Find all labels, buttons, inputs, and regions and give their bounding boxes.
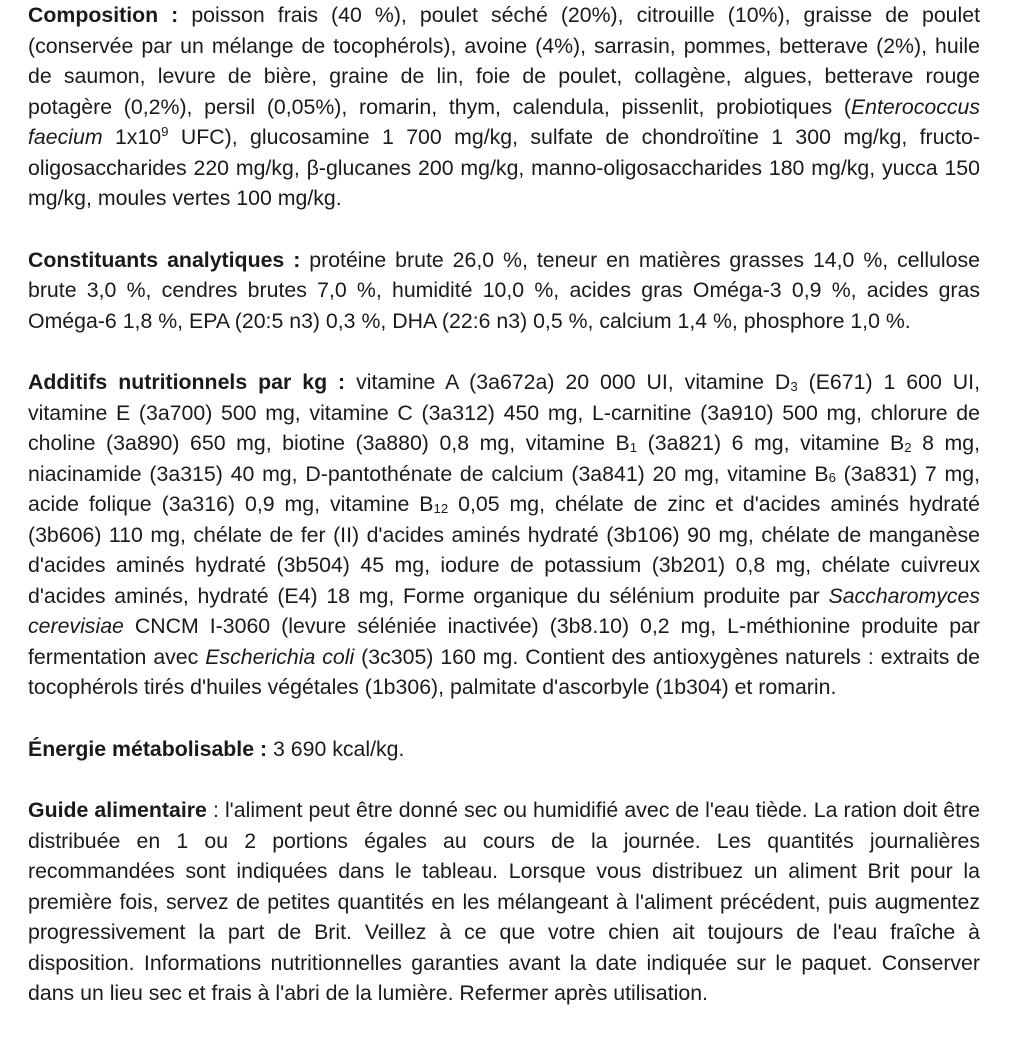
energie-label: Énergie métabolisable : [28, 736, 268, 761]
additifs-sub-b2: 2 [904, 439, 912, 455]
additifs-text-1: vitamine A (3a672a) 20 000 UI, vitamine D [345, 370, 791, 394]
energie-paragraph [28, 734, 980, 765]
composition-text-3: UFC), glucosamine 1 700 mg/kg, sulfate de chondroïtine 1 300 mg/kg, fructo-oligosaccharides 220 mg/kg, β-glucanes 200 mg/kg, manno-oligosaccharides 180 mg/kg, yucca 150 mg/kg, moules vertes 100 mg/kg. [28, 125, 980, 210]
additifs-species-2: Escherichia coli [205, 644, 355, 669]
additifs-label: Additifs nutritionnels par kg : [28, 370, 346, 394]
additifs-sub-b6: 6 [828, 470, 836, 486]
additifs-species-1: Saccharomyces cerevisiae [28, 583, 980, 638]
guide-paragraph [28, 795, 980, 1009]
additifs-text-4: 8 mg, niacinamide (3a315) 40 mg, D-pantothénate de calcium (3a841) 20 mg, vitamine B [28, 431, 981, 486]
guide-text: : l'aliment peut être donné sec ou humidifié avec de l'eau tiède. La ration doit être distribuée en 1 ou 2 portions égales au cours de la journée. Les quantités journalières recommandées sont indiquées dans le tableau. Lorsque vous distribuez un aliment Brit pour la première fois, servez de petites quantités en les mélangeant à l'aliment précédent, puis augmentez progressivement la part de Brit. Veillez à ce que votre chien ait toujours de l'eau fraîche à disposition. Informations nutritionnelles garanties avant la date indiquée sur le paquet. Conserver dans un lieu sec et frais à l'abri de la lumière. Refermer après utilisation. [28, 798, 980, 1005]
additifs-text-5: (3a831) 7 mg, acide folique (3a316) 0,9 mg, vitamine B [28, 461, 980, 516]
additifs-text-3: (3a821) 6 mg, vitamine B [637, 431, 905, 455]
additifs-text-8: (3c305) 160 mg. Contient des antioxygènes naturels : extraits de tocophérols tirés d'huiles végétales (1b306), palmitate d'ascorbyle (1b304) et romarin. [28, 644, 981, 699]
composition-species: Enterococcus faecium [28, 94, 980, 149]
constituants-label: Constituants analytiques : [28, 247, 301, 272]
guide-label: Guide alimentaire [28, 798, 207, 822]
additifs-text-6: 0,05 mg, chélate de zinc et d'acides aminés hydraté (3b606) 110 mg, chélate de fer (II) d'acides aminés hydraté (3b106) 90 mg, chélate de manganèse d'acides aminés hydraté (3b504) 45 mg, iodure de potassium (3b201) 0,8 mg, chélate cuivreux d'acides aminés, hydraté (E4) 18 mg, Forme organique du sélénium produite par [28, 492, 980, 608]
additifs-text-7: CNCM I-3060 (levure séléniée inactivée) (3b8.10) 0,2 mg, L-méthionine produite par fermentation avec [28, 614, 980, 669]
additifs-paragraph [28, 367, 980, 703]
composition-paragraph [28, 0, 980, 214]
composition-label: Composition : [28, 3, 179, 27]
composition-text-1: poisson frais (40 %), poulet séché (20%), citrouille (10%), graisse de poulet (conservée par un mélange de tocophérols), avoine (4%), sarrasin, pommes, betterave (2%), huile de saumon, levure de bière, graine de lin, foie de poulet, collagène, algues, betterave rouge potagère (0,2%), persil (0,05%), romarin, thym, calendula, pissenlit, probiotiques ( [28, 3, 980, 119]
additifs-sub-b1: 1 [629, 439, 638, 455]
constituants-text: protéine brute 26,0 %, teneur en matières grasses 14,0 %, cellulose brute 3,0 %, cendres brutes 7,0 %, humidité 10,0 %, acides gras Oméga-3 0,9 %, acides gras Oméga-6 1,8 %, EPA (20:5 n3) 0,3 %, DHA (22:6 n3) 0,5 %, calcium 1,4 %, phosphore 1,0 %. [28, 247, 981, 333]
additifs-sub-b12: 12 [433, 500, 449, 516]
composition-exponent: 9 [161, 123, 169, 139]
composition-text-2: 1x10 [102, 125, 162, 149]
additifs-sub-d3: 3 [790, 378, 798, 394]
energie-text: 3 690 kcal/kg. [267, 736, 405, 761]
constituants-paragraph [28, 245, 980, 337]
additifs-text-2: (E671) 1 600 UI, vitamine E (3a700) 500 mg, vitamine C (3a312) 450 mg, L-carnitine (3a910) 500 mg, chlorure de choline (3a890) 650 mg, biotine (3a880) 0,8 mg, vitamine B [28, 370, 980, 455]
